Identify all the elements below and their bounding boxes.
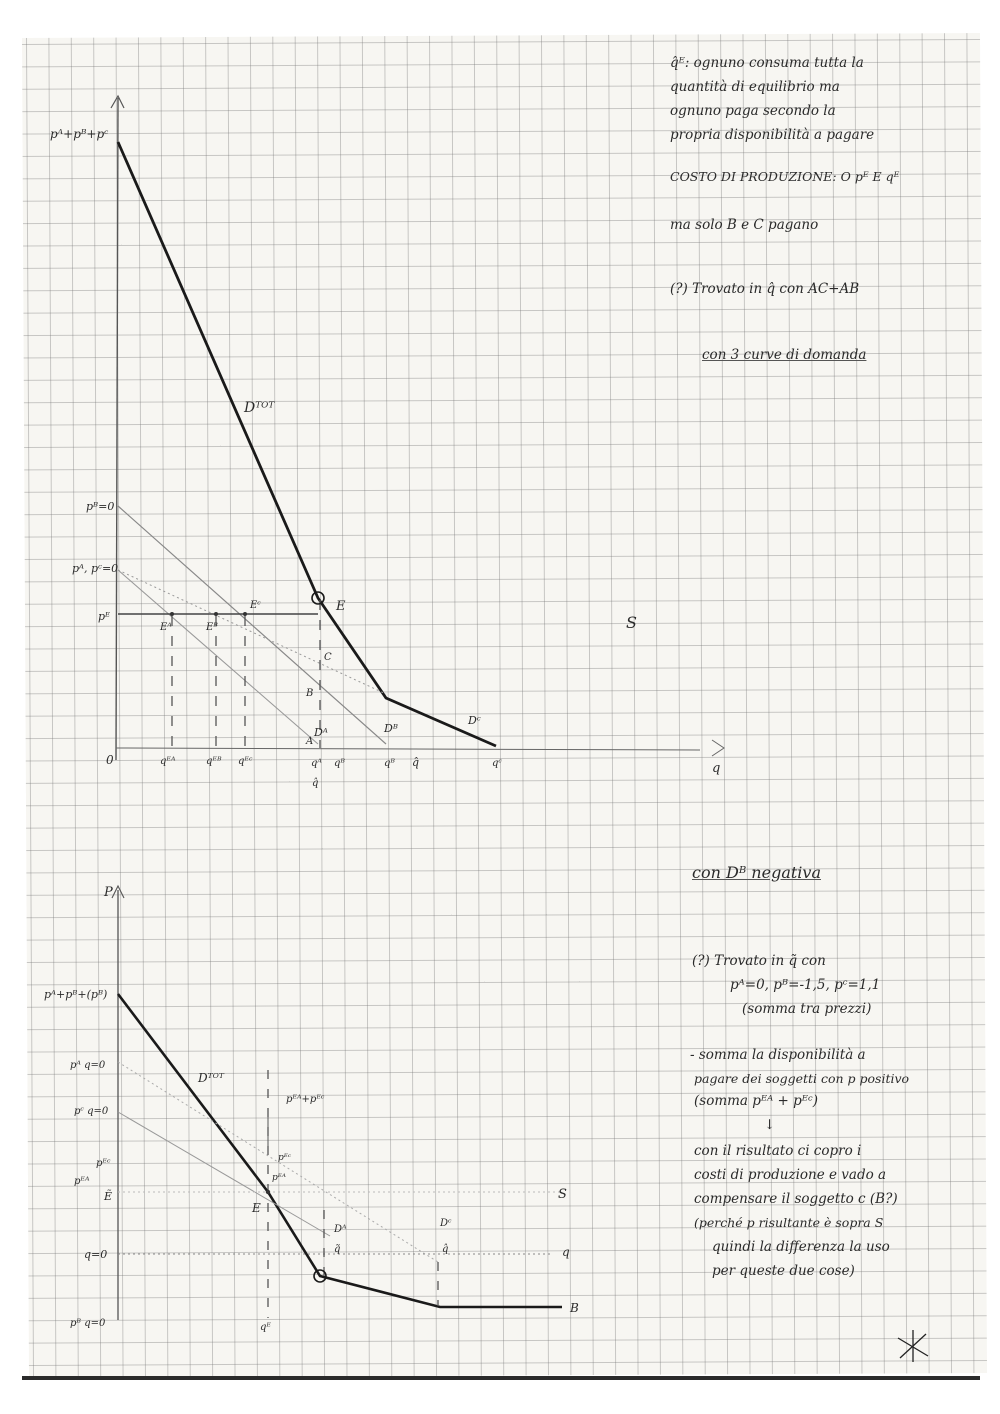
- note-bottom-9: con il risultato ci copro i: [694, 1143, 862, 1159]
- note-bottom-6: pagare dei soggetti con p positivo: [694, 1071, 910, 1086]
- top-label-dtot: Dᵀᴼᵀ: [244, 400, 275, 416]
- note-bottom-2: (?) Trovato in q̃ con: [692, 953, 826, 969]
- top-dtot-curve: [118, 142, 496, 746]
- bottom-y-tick-q0: q=0: [84, 1248, 108, 1261]
- bottom-y-tick-pc: pᶜ q=0: [74, 1106, 109, 1117]
- note-line-3: ognuno paga secondo la: [670, 103, 836, 119]
- note-line-8: [702, 344, 866, 366]
- top-y-tick-pb: pᴮ=0: [86, 500, 115, 513]
- bottom-y-tick-pec: pᴱᶜ: [96, 1158, 111, 1169]
- top-x-tick-qa: qᴬ: [311, 758, 322, 769]
- note-line-2: quantità di equilibrio ma: [670, 79, 840, 95]
- note-bottom-1: [692, 862, 821, 884]
- top-y-tick-pe: pᴱ: [98, 610, 111, 623]
- note-bottom-12: (perché p risultante è sopra S: [694, 1215, 884, 1230]
- bottom-y-top-label: pᴬ+pᴮ+(pᴮ): [44, 988, 108, 1001]
- note-bottom-5: - somma la disponibilità a: [690, 1047, 866, 1063]
- note-line-1: q̂ᴱ: ognuno consuma tutta la: [670, 55, 864, 71]
- top-label-e: E: [336, 599, 346, 614]
- top-y-axis: [116, 98, 118, 760]
- bottom-y-tick-pea: pᴱᴬ: [74, 1176, 90, 1187]
- bottom-label-e: E: [252, 1201, 261, 1215]
- top-label-s: S: [626, 613, 637, 632]
- top-point-ea: [170, 612, 174, 616]
- note-line-7: (?) Trovato in q̂ con AC+AB: [670, 281, 860, 297]
- bottom-label-s: S: [558, 1187, 567, 1202]
- bottom-y-tick-pa: pᴬ q=0: [70, 1060, 106, 1071]
- top-label-c: C: [324, 652, 332, 663]
- top-point-ec: [243, 612, 247, 616]
- bottom-label-e-tilde: Ẽ: [104, 1190, 113, 1203]
- top-x-axis: [116, 748, 700, 750]
- note-bottom-4: (somma tra prezzi): [742, 1001, 872, 1017]
- bottom-x-tick-qhat: q̂: [442, 1244, 449, 1255]
- top-x-tick-qea: qᴱᴬ: [160, 756, 176, 767]
- top-y-axis-label: pᴬ+pᴮ+pᶜ: [50, 127, 109, 141]
- bottom-label-dtot: Dᵀᴼᵀ: [198, 1071, 224, 1085]
- bottom-x-tick-qe: qᴱ: [260, 1322, 271, 1333]
- top-label-b: B: [306, 688, 314, 699]
- top-origin: 0: [106, 753, 114, 767]
- top-x-tick-qec: qᴱᶜ: [238, 756, 253, 767]
- top-point-eb: [214, 612, 218, 616]
- top-label-eb: Eᴮ: [206, 622, 218, 633]
- note-bottom-11: compensare il soggetto c (B?): [694, 1191, 898, 1207]
- top-x-tick-qeb: qᴱᴮ: [206, 756, 222, 767]
- top-label-db: Dᴮ: [384, 722, 398, 735]
- note-line-6: ma solo B e C pagano: [670, 217, 819, 233]
- note-bottom-7: (somma pᴱᴬ + pᴱᶜ): [694, 1093, 819, 1109]
- bottom-label-pea-point: pᴱᴬ: [272, 1173, 286, 1183]
- bottom-point-e: [266, 1190, 270, 1194]
- top-label-a: A: [306, 736, 314, 747]
- top-label-dc: Dᶜ: [468, 714, 481, 727]
- bottom-label-dc: Dᶜ: [440, 1218, 452, 1229]
- top-diagram: [50, 96, 724, 789]
- note-line-8-text: con 3 curve di domanda: [702, 347, 867, 363]
- note-bottom-8: ↓: [764, 1117, 776, 1133]
- note-line-5: COSTO DI PRODUZIONE: O pᴱ E qᴱ: [670, 169, 900, 184]
- top-x-tick-qb2: qᴮ: [384, 758, 396, 769]
- note-bottom-1-text: con Dᴮ negativa: [692, 863, 821, 882]
- note-line-4: propria disponibilità a pagare: [670, 127, 875, 143]
- top-label-ec: Eᶜ: [250, 600, 261, 611]
- note-bottom-14: per queste due cose): [712, 1263, 855, 1279]
- bottom-x-tick-qtilde: q̃: [334, 1244, 341, 1255]
- top-x-tick-qhat: q̂: [412, 756, 420, 769]
- top-x-arrow: [712, 740, 724, 756]
- bottom-y-tick-pb: pᴮ q=0: [70, 1318, 106, 1329]
- note-bottom-3: pᴬ=0, pᴮ=-1,5, pᶜ=1,1: [730, 977, 881, 993]
- top-label-ea: Eᴬ: [160, 622, 172, 633]
- asterisk-doodle: [898, 1330, 928, 1362]
- bottom-y-axis-label: P: [104, 885, 113, 900]
- bottom-label-da: Dᴬ: [334, 1224, 347, 1235]
- bottom-x-axis-label: q: [562, 1245, 570, 1259]
- top-x-tick-qb: qᴮ: [334, 758, 346, 769]
- top-y-tick-pa-pc: pᴬ, pᶜ=0: [72, 562, 119, 575]
- bottom-label-b: B: [570, 1301, 579, 1315]
- bottom-dc-curve: [118, 1112, 330, 1236]
- top-label-da: Dᴬ: [314, 726, 328, 739]
- note-bottom-10: costi di produzione e vado a: [694, 1167, 887, 1183]
- top-x-tick-qhat-below: q̂: [312, 778, 319, 789]
- top-x-axis-label: q: [712, 761, 721, 776]
- top-dc-curve: [118, 570, 386, 694]
- top-db-curve: [118, 506, 386, 744]
- bottom-label-pea-pec: pᴱᴬ+pᴱᶜ: [286, 1094, 325, 1105]
- top-x-tick-qc: qᶜ: [492, 758, 502, 769]
- note-bottom-13: quindi la differenza la uso: [712, 1239, 890, 1255]
- bottom-label-pec-point: pᴱᶜ: [278, 1153, 292, 1163]
